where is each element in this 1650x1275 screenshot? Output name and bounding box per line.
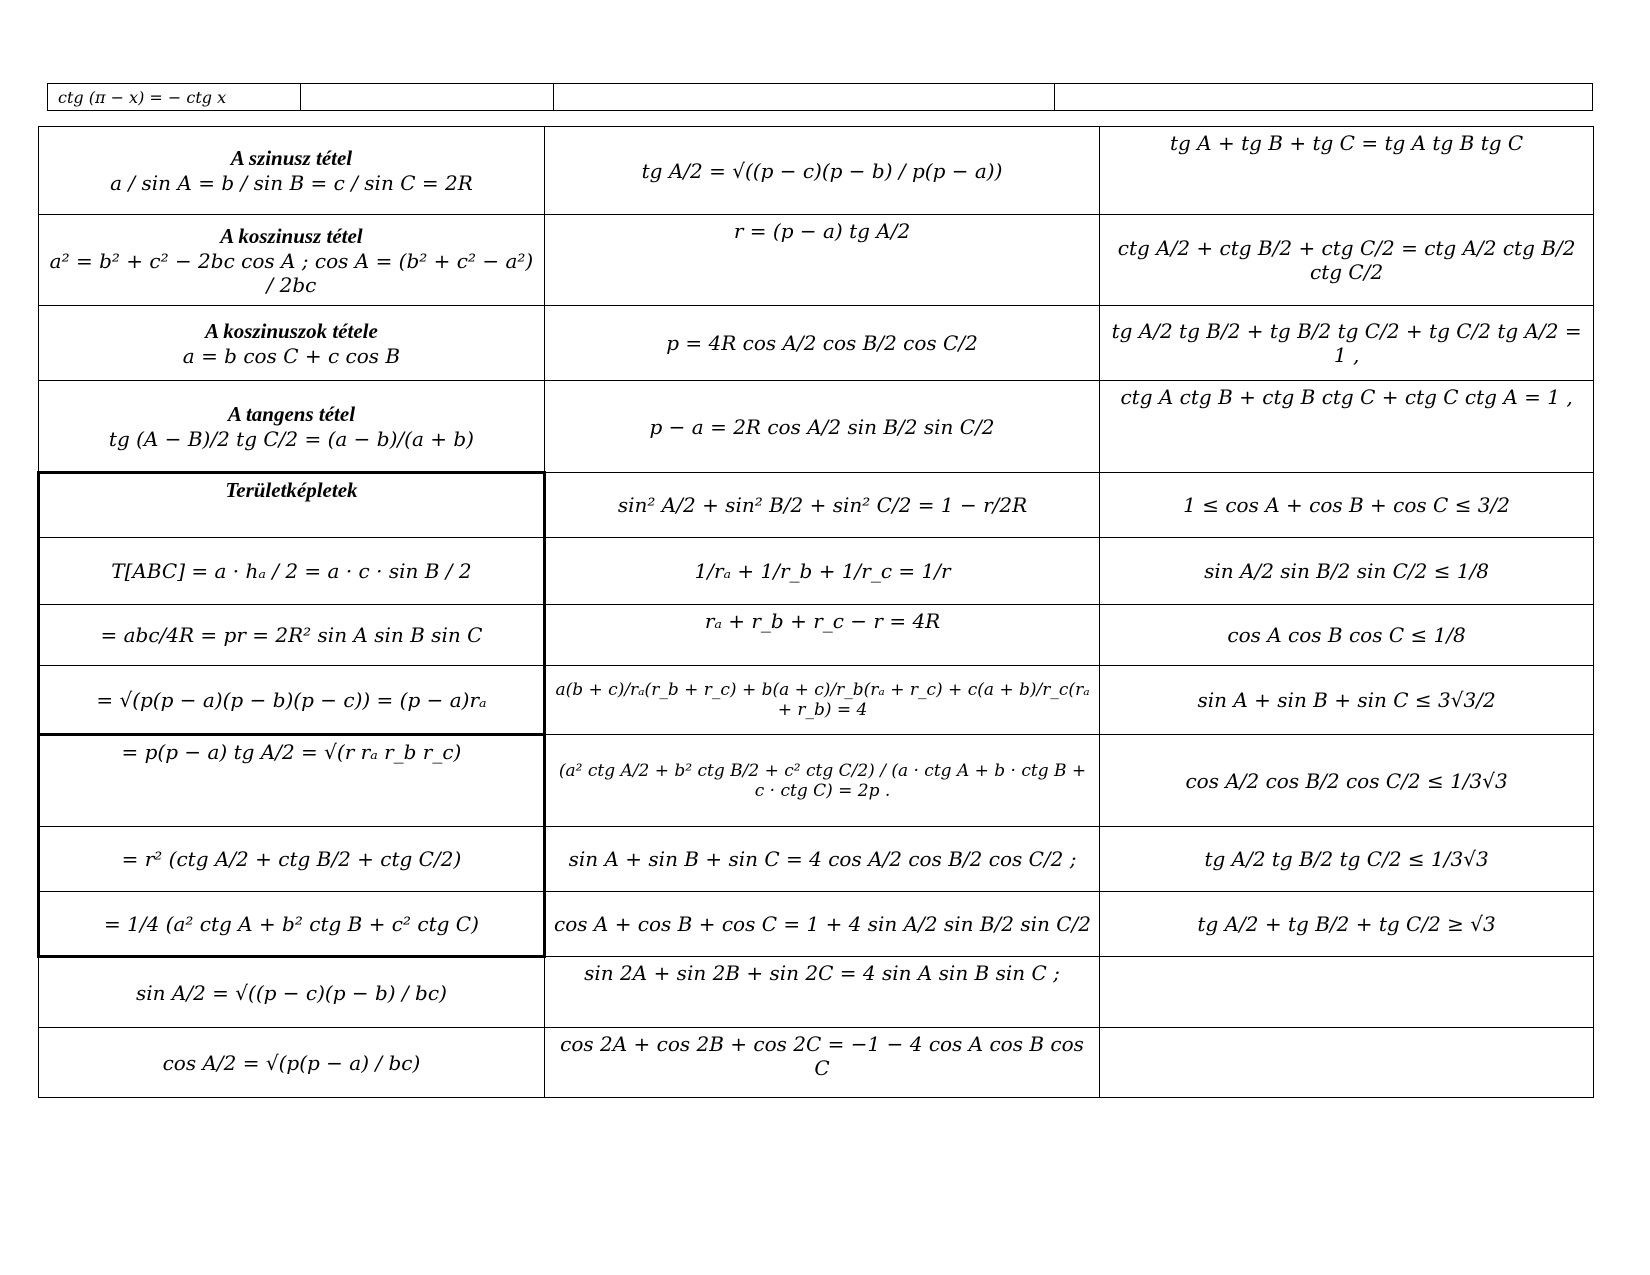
- formula: tg A/2 = √((p − c)(p − b) / p(p − a)): [641, 158, 1003, 183]
- table-row: [39, 1028, 1594, 1098]
- formula: = r² (ctg A/2 + ctg B/2 + ctg C/2): [121, 847, 462, 871]
- table-cell: [39, 892, 545, 957]
- table-cell: [39, 215, 545, 306]
- table-row: [39, 605, 1594, 666]
- formula: a / sin A = b / sin B = c / sin C = 2R: [110, 171, 473, 195]
- formula: = p(p − a) tg A/2 = √(r rₐ r_b r_c): [121, 740, 462, 764]
- table-cell: [544, 215, 1099, 306]
- top-strip-table: [47, 83, 1593, 111]
- formula: p = 4R cos A/2 cos B/2 cos C/2: [666, 331, 978, 355]
- table-cell: [544, 538, 1099, 605]
- table-cell: [1100, 827, 1594, 892]
- formula: sin 2A + sin 2B + sin 2C = 4 sin A sin B sin C ;: [584, 961, 1060, 985]
- formula: a(b + c)/rₐ(r_b + r_c) + b(a + c)/r_b(rₐ + r_c) + c(a + b)/r_c(rₐ + r_b) = 4: [555, 680, 1090, 720]
- formula: sin A/2 sin B/2 sin C/2 ≤ 1/8: [1204, 559, 1490, 583]
- formula: sin A + sin B + sin C = 4 cos A/2 cos B/2 cos C/2 ;: [568, 847, 1077, 871]
- table-cell: [39, 381, 545, 473]
- section-title: Területképletek: [225, 478, 358, 502]
- section-title: A koszinuszok tétele: [205, 318, 378, 343]
- table-cell: [544, 827, 1099, 892]
- table-cell: [39, 473, 545, 538]
- table-row: [48, 84, 1593, 111]
- formula: ctg A ctg B + ctg B ctg C + ctg C ctg A = 1 ,: [1120, 385, 1573, 409]
- table-row: [39, 538, 1594, 605]
- table-cell: [1100, 666, 1594, 735]
- table-cell: [1055, 84, 1593, 111]
- formula-table: [37, 126, 1594, 1098]
- formula: cos A + cos B + cos C = 1 + 4 sin A/2 sin B/2 sin C/2: [554, 912, 1092, 936]
- table-cell: [544, 892, 1099, 957]
- table-cell: [39, 605, 545, 666]
- formula: = abc/4R = pr = 2R² sin A sin B sin C: [100, 623, 483, 647]
- formula: (a² ctg A/2 + b² ctg B/2 + c² ctg C/2) / (a · ctg A + b · ctg B + c · ctg C) = 2p .: [558, 760, 1087, 801]
- formula: cos A/2 cos B/2 cos C/2 ≤ 1/3√3: [1185, 768, 1508, 793]
- table-cell: [544, 735, 1099, 827]
- table-cell: [544, 127, 1099, 215]
- formula: = √(p(p − a)(p − b)(p − c)) = (p − a)rₐ: [96, 687, 487, 712]
- formula: tg A + tg B + tg C = tg A tg B tg C: [1169, 131, 1524, 155]
- formula: a = b cos C + c cos B: [182, 343, 401, 368]
- formula: tg A/2 tg B/2 + tg B/2 tg C/2 + tg C/2 tg A/2 = 1 ,: [1111, 319, 1582, 367]
- table-cell: [544, 1028, 1099, 1098]
- table-cell: [554, 84, 1055, 111]
- table-row: [39, 892, 1594, 957]
- formula: cos A cos B cos C ≤ 1/8: [1227, 623, 1466, 647]
- table-row: [39, 127, 1594, 215]
- table-cell: [1100, 538, 1594, 605]
- formula: sin A + sin B + sin C ≤ 3√3/2: [1197, 688, 1496, 712]
- formula: a² = b² + c² − 2bc cos A ; cos A = (b² + c² − a²) / 2bc: [49, 248, 534, 297]
- table-cell: [1100, 306, 1594, 381]
- formula: p − a = 2R cos A/2 sin B/2 sin C/2: [649, 414, 995, 439]
- table-cell: [544, 473, 1099, 538]
- table-row: [39, 957, 1594, 1028]
- table-cell: [544, 666, 1099, 735]
- formula: cos A/2 = √(p(p − a) / bc): [162, 1050, 421, 1075]
- table-cell: [1100, 381, 1594, 473]
- table-cell: [1100, 1028, 1594, 1098]
- formula: tg (A − B)/2 tg C/2 = (a − b)/(a + b): [108, 426, 474, 451]
- formula: tg A/2 tg B/2 tg C/2 ≤ 1/3√3: [1204, 847, 1489, 871]
- table-cell: [1100, 473, 1594, 538]
- table-row: [39, 827, 1594, 892]
- formula: sin A/2 = √((p − c)(p − b) / bc): [136, 980, 447, 1005]
- formula: 1/rₐ + 1/r_b + 1/r_c = 1/r: [694, 559, 951, 583]
- table-cell: [39, 306, 545, 381]
- formula: = 1/4 (a² ctg A + b² ctg B + c² ctg C): [103, 911, 479, 936]
- formula: cos 2A + cos 2B + cos 2C = −1 − 4 cos A cos B cos C: [560, 1032, 1084, 1080]
- formula: ctg A/2 + ctg B/2 + ctg C/2 = ctg A/2 ctg B/2 ctg C/2: [1117, 236, 1576, 284]
- table-row: [39, 381, 1594, 473]
- table-cell: [48, 84, 301, 111]
- table-cell: [544, 306, 1099, 381]
- table-cell: [1100, 127, 1594, 215]
- table-cell: [39, 127, 545, 215]
- formula: T[ABC] = a · hₐ / 2 = a · c · sin B / 2: [111, 559, 472, 583]
- formula: r = (p − a) tg A/2: [733, 219, 911, 243]
- table-cell: [544, 957, 1099, 1028]
- table-cell: [544, 381, 1099, 473]
- table-cell: [301, 84, 554, 111]
- table-cell: [1100, 957, 1594, 1028]
- formula: 1 ≤ cos A + cos B + cos C ≤ 3/2: [1183, 493, 1510, 517]
- table-row: [39, 473, 1594, 538]
- table-row: [39, 735, 1594, 827]
- table-cell: [39, 1028, 545, 1098]
- section-title: A koszinusz tétel: [220, 223, 363, 248]
- formula: tg A/2 + tg B/2 + tg C/2 ≥ √3: [1197, 912, 1496, 936]
- table-row: [39, 215, 1594, 306]
- section-title: A szinusz tétel: [230, 146, 353, 170]
- table-cell: [39, 538, 545, 605]
- table-cell: [544, 605, 1099, 666]
- table-cell: [39, 735, 545, 827]
- table-cell: [1100, 735, 1594, 827]
- formula: ctg (π − x) = − ctg x: [58, 87, 227, 107]
- table-cell: [39, 666, 545, 735]
- table-cell: [1100, 892, 1594, 957]
- formula: sin² A/2 + sin² B/2 + sin² C/2 = 1 − r/2R: [617, 493, 1028, 517]
- table-row: [39, 666, 1594, 735]
- formula: rₐ + r_b + r_c − r = 4R: [704, 609, 941, 633]
- table-cell: [39, 957, 545, 1028]
- table-cell: [1100, 215, 1594, 306]
- table-cell: [39, 827, 545, 892]
- table-cell: [1100, 605, 1594, 666]
- section-title: A tangens tétel: [227, 401, 356, 426]
- table-row: [39, 306, 1594, 381]
